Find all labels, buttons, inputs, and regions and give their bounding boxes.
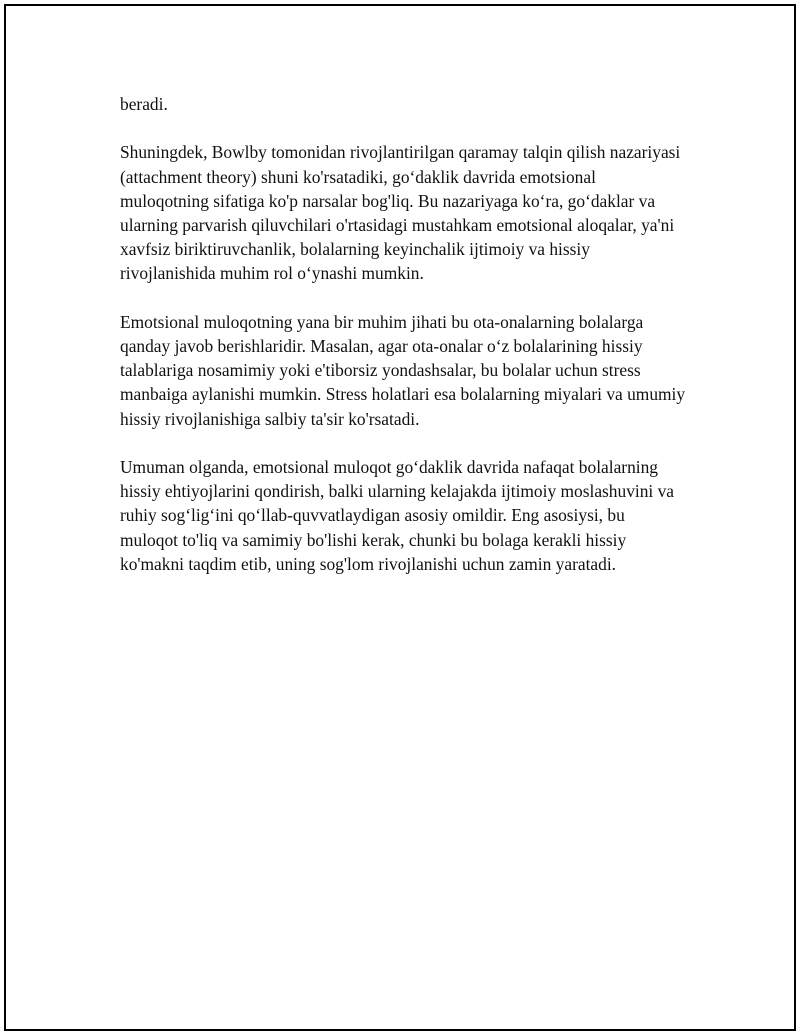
page-body-text: [120, 92, 686, 600]
paragraph-conclusion: Umuman olganda, emotsional muloqot go‘daklik davrida nafaqat bolalarning hissiy ehtiyojlarini qondirish, balki ularning kelajakda ijtimoiy moslashuvini va ruhiy sog‘lig‘ini qo‘llab-quvvatlaydigan asosiy omildir. Eng asosiysi, bu muloqot to'liq va samimiy bo'lishi kerak, chunki bu bolaga kerakli hissiy ko'makni taqdim etib, uning sog'lom rivojlanishi uchun zamin yaratadi.: [120, 457, 675, 574]
paragraph-attachment-theory: Shuningdek, Bowlby tomonidan rivojlantirilgan qaramay talqin qilish nazariyasi (attachment theory) shuni ko'rsatadiki, go‘daklik davrida emotsional muloqotning sifatiga ko'p narsalar bog'liq. Bu nazariyaga ko‘ra, go‘daklar va ularning parvarish qiluvchilari o'rtasidagi mustahkam emotsional aloqalar, ya'ni xavfsiz biriktiruvchanlik, bolalarning keyinchalik ijtimoiy va hissiy rivojlanishida muhim rol o‘ynashi mumkin.: [120, 142, 681, 284]
document-page: [4, 4, 796, 1031]
paragraph-continuation: beradi.: [120, 94, 168, 114]
paragraph-parental-response: Emotsional muloqotning yana bir muhim jihati bu ota-onalarning bolalarga qanday javob berishlaridir. Masalan, agar ota-onalar o‘z bolalarining hissiy talablariga nosamimiy yoki e'tiborsiz yondashsalar, bu bolalar uchun stress manbaiga aylanishi mumkin. Stress holatlari esa bolalarning miyalari va umumiy hissiy rivojlanishiga salbiy ta'sir ko'rsatadi.: [120, 311, 686, 429]
